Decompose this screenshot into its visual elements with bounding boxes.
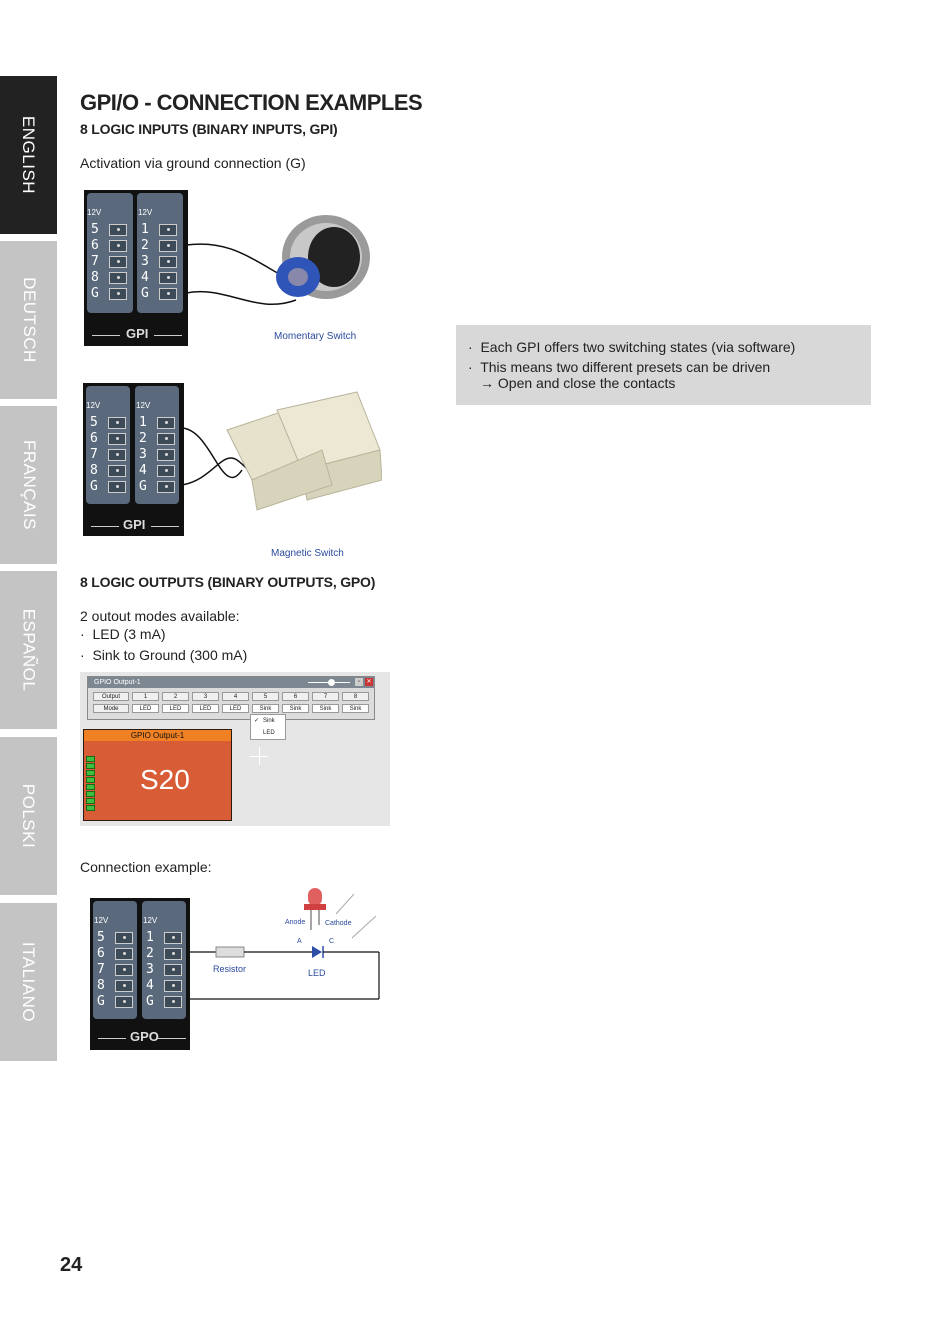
pin-label: 4 xyxy=(146,978,154,993)
anode-label: Anode xyxy=(285,919,306,926)
output-column-header: 3 xyxy=(192,692,219,701)
pin-terminal xyxy=(108,417,126,429)
pin-label: 5 xyxy=(90,415,98,430)
gpio-window-title: GPIO Output-1 xyxy=(94,679,141,686)
lang-label: DEUTSCH xyxy=(19,277,39,363)
pin-label: 8 xyxy=(91,270,99,285)
pin-label: G xyxy=(97,994,105,1009)
pin-terminal xyxy=(159,224,177,236)
pin-label: 7 xyxy=(97,962,105,977)
pin-label: 7 xyxy=(90,447,98,462)
pin-label: 1 xyxy=(141,222,149,237)
led-label: LED xyxy=(308,968,326,978)
mode-select[interactable]: LED xyxy=(192,704,219,713)
mode-select[interactable]: LED xyxy=(222,704,249,713)
pin-terminal xyxy=(109,256,127,268)
pin-label: 1 xyxy=(146,930,154,945)
pin-terminal xyxy=(157,417,175,429)
output-column-header: 6 xyxy=(282,692,309,701)
mode-select[interactable]: LED xyxy=(132,704,159,713)
lang-tab-english[interactable] xyxy=(0,76,57,234)
mode-bullet: · Sink to Ground (300 mA) xyxy=(80,647,248,663)
gpio-pin[interactable] xyxy=(86,784,95,790)
pin-terminal xyxy=(157,433,175,445)
pin-label: G xyxy=(139,479,147,494)
mode-text: Sink to Ground (300 mA) xyxy=(92,647,248,663)
lang-label: FRANÇAIS xyxy=(19,440,39,530)
lang-tab-deutsch[interactable] xyxy=(0,241,57,399)
lang-tab-francais[interactable] xyxy=(0,406,57,564)
pin-label: 7 xyxy=(91,254,99,269)
pin-label: G xyxy=(141,286,149,301)
cathode-label: Cathode xyxy=(325,920,352,927)
gpio-pin[interactable] xyxy=(86,791,95,797)
pin-label: 8 xyxy=(97,978,105,993)
mode-select[interactable]: Sink xyxy=(282,704,309,713)
anode-marker: A xyxy=(297,938,302,945)
pin-terminal xyxy=(109,272,127,284)
dropdown-option-led[interactable]: LED xyxy=(263,730,275,736)
gpio-block-name: S20 xyxy=(140,764,190,795)
pin-label: G xyxy=(90,479,98,494)
pin-label: G xyxy=(91,286,99,301)
pin-terminal xyxy=(109,224,127,236)
connection-example-label: Connection example: xyxy=(80,859,212,875)
modes-intro: 2 outout modes available: xyxy=(80,608,240,624)
row-label-output: Output xyxy=(93,692,129,701)
pin-terminal xyxy=(115,964,133,976)
led-circuit-diagram xyxy=(186,880,386,1005)
pin-terminal xyxy=(108,481,126,493)
lang-tab-espanol[interactable] xyxy=(0,571,57,729)
zoom-slider-thumb[interactable] xyxy=(328,679,335,686)
info-bullet: · This means two different presets can be driven xyxy=(468,359,771,375)
pin-label: 2 xyxy=(141,238,149,253)
lang-label: POLSKI xyxy=(19,783,39,849)
pin-terminal xyxy=(164,980,182,992)
connector-label: GPI xyxy=(126,326,149,341)
voltage-label: 12V xyxy=(86,401,101,410)
row-label-mode: Mode xyxy=(93,704,129,713)
pin-terminal xyxy=(157,449,175,461)
pin-label: 6 xyxy=(97,946,105,961)
pin-label: 1 xyxy=(139,415,147,430)
pin-terminal xyxy=(115,980,133,992)
gpio-pin[interactable] xyxy=(86,777,95,783)
gpio-output-window xyxy=(87,676,375,720)
pin-label: 2 xyxy=(139,431,147,446)
mode-select[interactable]: Sink xyxy=(312,704,339,713)
gpio-block[interactable] xyxy=(83,729,232,821)
page-number: 24 xyxy=(60,1254,83,1276)
pin-label: 5 xyxy=(91,222,99,237)
connector-label: GPI xyxy=(123,517,146,532)
pin-label: G xyxy=(146,994,154,1009)
lang-tab-polski[interactable] xyxy=(0,737,57,895)
pin-label: 6 xyxy=(91,238,99,253)
pin-label: 3 xyxy=(146,962,154,977)
inputs-heading: 8 LOGIC INPUTS (BINARY INPUTS, GPI) xyxy=(80,121,338,137)
pin-label: 2 xyxy=(146,946,154,961)
mode-select[interactable]: LED xyxy=(162,704,189,713)
voltage-label: 12V xyxy=(87,208,102,217)
pin-terminal xyxy=(159,256,177,268)
pin-terminal xyxy=(159,272,177,284)
gpio-pin[interactable] xyxy=(86,763,95,769)
voltage-label: 12V xyxy=(138,208,153,217)
magnetic-switch-caption: Magnetic Switch xyxy=(271,548,344,559)
gpio-window-titlebar xyxy=(88,677,374,688)
cathode-marker: C xyxy=(329,938,335,945)
mode-select[interactable]: Sink xyxy=(342,704,369,713)
info-subline: → Open and close the contacts xyxy=(480,375,676,391)
gpio-block-title: GPIO Output-1 xyxy=(84,730,231,741)
gpi-connector-1 xyxy=(84,190,188,346)
pin-terminal xyxy=(115,996,133,1008)
check-icon: ✓ xyxy=(254,718,260,724)
pin-terminal xyxy=(164,996,182,1008)
connector-label: GPO xyxy=(130,1029,159,1044)
pin-label: 5 xyxy=(97,930,105,945)
lang-label: ESPAÑOL xyxy=(19,608,39,692)
voltage-label: 12V xyxy=(94,916,109,925)
dropdown-option-label: Sink xyxy=(263,718,275,724)
pin-label: 3 xyxy=(139,447,147,462)
lang-label: ITALIANO xyxy=(19,941,39,1023)
momentary-switch-caption: Momentary Switch xyxy=(274,331,357,342)
output-column-header: 5 xyxy=(252,692,279,701)
pin-terminal xyxy=(115,948,133,960)
pin-terminal xyxy=(108,433,126,445)
info-bullet: · Each GPI offers two switching states (via software) xyxy=(468,339,796,355)
minimize-icon[interactable]: ▫ xyxy=(355,678,363,686)
pin-terminal xyxy=(157,465,175,477)
pin-label: 8 xyxy=(90,463,98,478)
outputs-heading: 8 LOGIC OUTPUTS (BINARY OUTPUTS, GPO) xyxy=(80,574,376,590)
pin-terminal xyxy=(109,240,127,252)
voltage-label: 12V xyxy=(136,401,151,410)
momentary-switch-image xyxy=(186,205,376,330)
pin-terminal xyxy=(108,465,126,477)
gpio-software-screenshot xyxy=(80,672,390,826)
lang-tab-italiano[interactable] xyxy=(0,903,57,1061)
output-column-header: 7 xyxy=(312,692,339,701)
pin-terminal xyxy=(159,288,177,300)
gpio-pin[interactable] xyxy=(86,756,95,762)
pin-terminal xyxy=(164,932,182,944)
pin-terminal xyxy=(159,240,177,252)
pin-label: 6 xyxy=(90,431,98,446)
lang-label: ENGLISH xyxy=(19,115,39,195)
info-bullet-text: Each GPI offers two switching states (via software) xyxy=(480,339,796,355)
mode-select[interactable]: Sink xyxy=(252,704,279,713)
mode-dropdown-menu[interactable] xyxy=(250,714,286,740)
gpi-connector-2 xyxy=(83,383,184,536)
pin-terminal xyxy=(109,288,127,300)
page-title: GPI/O - CONNECTION EXAMPLES xyxy=(80,90,423,115)
close-icon[interactable]: ✕ xyxy=(366,679,372,685)
gpio-pin[interactable] xyxy=(86,798,95,804)
gpo-connector xyxy=(90,898,190,1050)
gpio-pin[interactable] xyxy=(86,805,95,811)
mode-text: LED (3 mA) xyxy=(92,626,166,642)
dropdown-option-sink[interactable] xyxy=(251,715,285,727)
mode-bullet: · LED (3 mA) xyxy=(80,626,166,642)
gpio-pin[interactable] xyxy=(86,770,95,776)
info-box xyxy=(456,325,871,405)
pin-terminal xyxy=(164,964,182,976)
output-column-header: 2 xyxy=(162,692,189,701)
output-column-header: 1 xyxy=(132,692,159,701)
pin-terminal xyxy=(115,932,133,944)
info-bullet-text: This means two different presets can be driven xyxy=(480,359,771,375)
voltage-label: 12V xyxy=(143,916,158,925)
magnetic-switch-image xyxy=(182,390,382,530)
activation-text: Activation via ground connection (G) xyxy=(80,155,306,171)
pin-label: 4 xyxy=(139,463,147,478)
pin-label: 4 xyxy=(141,270,149,285)
pin-terminal xyxy=(108,449,126,461)
pin-label: 3 xyxy=(141,254,149,269)
resistor-label: Resistor xyxy=(213,964,247,974)
pin-terminal xyxy=(157,481,175,493)
pin-terminal xyxy=(164,948,182,960)
output-column-header: 8 xyxy=(342,692,369,701)
output-column-header: 4 xyxy=(222,692,249,701)
